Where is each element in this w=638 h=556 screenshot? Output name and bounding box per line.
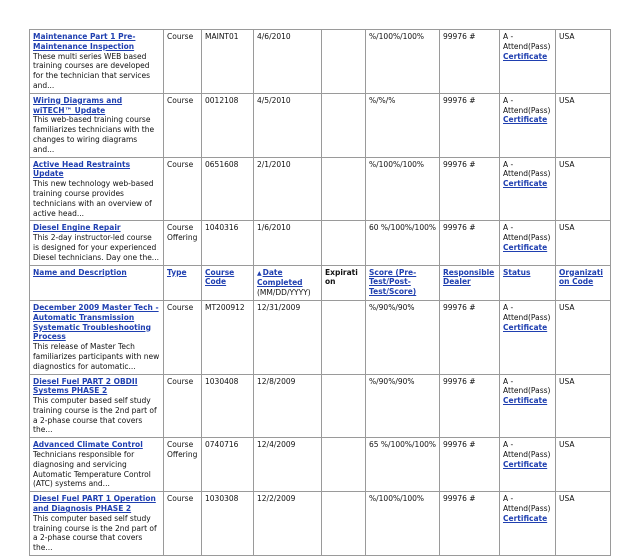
status-text: A - Attend(Pass) [503, 32, 551, 51]
status-cell [500, 438, 556, 492]
certificate-link[interactable]: Certificate [503, 396, 548, 406]
score: 65 %/100%/100% [366, 438, 440, 492]
score: %/90%/90% [366, 374, 440, 438]
certificate-link[interactable]: Certificate [503, 513, 548, 523]
course-title-link[interactable]: Advanced Climate Control [33, 440, 143, 450]
expiration [322, 438, 366, 492]
status-text: A - Attend(Pass) [503, 494, 551, 514]
course-description: This release of Master Tech familiarizes participants with new diagnostics for automatic... [33, 342, 160, 371]
certificate-link[interactable]: Certificate [503, 459, 548, 469]
sort-type-link[interactable]: Type [167, 267, 187, 277]
score: 60 %/100%/100% [366, 221, 440, 265]
course-name-cell [30, 221, 164, 265]
header-org-code[interactable] [556, 265, 611, 300]
course-type: Course [164, 93, 202, 157]
expiration [322, 374, 366, 438]
course-type: Course [164, 300, 202, 374]
expiration [322, 492, 366, 556]
date-completed: 4/6/2010 [254, 30, 322, 94]
status-text: A - Attend(Pass) [503, 223, 551, 243]
header-status[interactable] [500, 265, 556, 300]
course-title-link[interactable]: Diesel Fuel PART 1 Operation and Diagnosis PHASE 2 [33, 494, 156, 514]
sort-org-link[interactable]: Organization Code [559, 267, 603, 287]
sort-score-link[interactable]: Score (Pre-Test/Post-Test/Score) [369, 267, 417, 297]
course-title-link[interactable]: Diesel Fuel PART 2 OBDII Systems PHASE 2 [33, 376, 138, 396]
date-completed: 12/31/2009 [254, 300, 322, 374]
sort-status-link[interactable]: Status [503, 267, 531, 277]
expiration [322, 300, 366, 374]
course-name-cell [30, 157, 164, 221]
certificate-link[interactable]: Certificate [503, 322, 548, 332]
course-name-cell [30, 93, 164, 157]
organization-code: USA [556, 221, 611, 265]
table-row [30, 221, 611, 265]
organization-code: USA [556, 157, 611, 221]
expiration [322, 30, 366, 94]
certificate-link[interactable]: Certificate [503, 242, 548, 252]
status-cell [500, 157, 556, 221]
sort-arrow-icon: ▲ [257, 269, 262, 277]
course-type: Course [164, 30, 202, 94]
date-format-hint: (MM/DD/YYYY) [257, 288, 311, 298]
expiration [322, 221, 366, 265]
certificate-link[interactable]: Certificate [503, 51, 548, 61]
bottom-rows [30, 300, 611, 555]
responsible-dealer: 99976 # [440, 93, 500, 157]
organization-code: USA [556, 30, 611, 94]
course-title-link[interactable]: December 2009 Master Tech - Automatic Transmission Systematic Troubleshooting Process [33, 302, 159, 342]
course-description: Technicians responsible for diagnosing and servicing Automatic Temperature Control (ATC) systems and... [33, 450, 151, 489]
responsible-dealer: 99976 # [440, 30, 500, 94]
course-code: 1040316 [202, 221, 254, 265]
header-expiration-label: Expiration [325, 267, 358, 287]
score: %/100%/100% [366, 492, 440, 556]
course-code: 0012108 [202, 93, 254, 157]
course-description: This new technology web-based training course provides technicians with an overview of active head... [33, 179, 154, 218]
score: %/90%/90% [366, 300, 440, 374]
course-code: 1030308 [202, 492, 254, 556]
responsible-dealer: 99976 # [440, 157, 500, 221]
course-name-cell [30, 438, 164, 492]
top-rows [30, 30, 611, 266]
table-row [30, 438, 611, 492]
header-expiration[interactable] [322, 265, 366, 300]
course-description: These multi series WEB based training courses are developed for the technician that services and... [33, 51, 150, 90]
table-row [30, 30, 611, 94]
certificate-link[interactable]: Certificate [503, 115, 548, 125]
responsible-dealer: 99976 # [440, 492, 500, 556]
course-title-link[interactable]: Maintenance Part 1 Pre-Maintenance Inspection [33, 32, 136, 51]
responsible-dealer: 99976 # [440, 438, 500, 492]
course-code: 0740716 [202, 438, 254, 492]
header-course-code[interactable] [202, 265, 254, 300]
status-text: A - Attend(Pass) [503, 159, 551, 179]
course-name-cell [30, 492, 164, 556]
date-completed: 12/4/2009 [254, 438, 322, 492]
expiration [322, 157, 366, 221]
sort-course-code-link[interactable]: Course Code [205, 267, 235, 287]
course-name-cell [30, 300, 164, 374]
table-row [30, 300, 611, 374]
score: %/%/% [366, 93, 440, 157]
sort-date-link[interactable]: Date Completed [257, 267, 303, 288]
course-type: Course Offering [164, 221, 202, 265]
course-code: 0651608 [202, 157, 254, 221]
date-completed: 12/8/2009 [254, 374, 322, 438]
status-cell [500, 221, 556, 265]
score: %/100%/100% [366, 30, 440, 94]
course-description: This computer based self study training course is the 2nd part of a 2-phase course that covers the... [33, 513, 157, 553]
status-cell [500, 492, 556, 556]
organization-code: USA [556, 374, 611, 438]
course-type: Course [164, 374, 202, 438]
course-description: This web-based training course familiarizes technicians with the changes to wiring diagrams and... [33, 115, 155, 154]
course-code: MAINT01 [202, 30, 254, 94]
table-row [30, 492, 611, 556]
status-cell [500, 374, 556, 438]
course-name-cell [30, 374, 164, 438]
header-responsible-dealer[interactable] [440, 265, 500, 300]
status-cell [500, 30, 556, 94]
status-cell [500, 300, 556, 374]
header-date-completed[interactable] [254, 265, 322, 300]
course-description: This computer based self study training course is the 2nd part of a 2-phase course that covers the... [33, 396, 157, 435]
header-row [30, 265, 611, 300]
training-history-table-wrapper [29, 29, 610, 556]
course-type: Course [164, 492, 202, 556]
course-title-link[interactable]: Diesel Engine Repair [33, 223, 121, 233]
status-cell [500, 93, 556, 157]
course-description: This 2-day instructor-led course is designed for your experienced Diesel technicians. Day one the... [33, 233, 159, 262]
course-code: MT200912 [202, 300, 254, 374]
status-text: A - Attend(Pass) [503, 95, 551, 115]
training-history-table [29, 29, 611, 556]
table-row [30, 157, 611, 221]
date-completed: 1/6/2010 [254, 221, 322, 265]
date-completed: 12/2/2009 [254, 492, 322, 556]
table-header [30, 265, 611, 300]
expiration [322, 93, 366, 157]
date-completed: 4/5/2010 [254, 93, 322, 157]
organization-code: USA [556, 93, 611, 157]
score: %/100%/100% [366, 157, 440, 221]
table-row [30, 374, 611, 438]
course-type: Course [164, 157, 202, 221]
sort-name-link[interactable]: Name and Description [33, 267, 127, 277]
responsible-dealer: 99976 # [440, 300, 500, 374]
course-code: 1030408 [202, 374, 254, 438]
date-completed: 2/1/2010 [254, 157, 322, 221]
course-type: Course Offering [164, 438, 202, 492]
course-title-link[interactable]: Active Head Restraints Update [33, 159, 131, 179]
header-score[interactable] [366, 265, 440, 300]
status-text: A - Attend(Pass) [503, 376, 551, 396]
organization-code: USA [556, 300, 611, 374]
header-type[interactable] [164, 265, 202, 300]
status-text: A - Attend(Pass) [503, 302, 551, 322]
sort-dealer-link[interactable]: Responsible Dealer [443, 267, 495, 287]
organization-code: USA [556, 438, 611, 492]
course-title-link[interactable]: Wiring Diagrams and wiTECH™ Update [33, 95, 123, 115]
responsible-dealer: 99976 # [440, 221, 500, 265]
course-name-cell [30, 30, 164, 94]
responsible-dealer: 99976 # [440, 374, 500, 438]
organization-code: USA [556, 492, 611, 556]
status-text: A - Attend(Pass) [503, 440, 551, 460]
header-name[interactable] [30, 265, 164, 300]
table-row [30, 93, 611, 157]
certificate-link[interactable]: Certificate [503, 179, 548, 189]
